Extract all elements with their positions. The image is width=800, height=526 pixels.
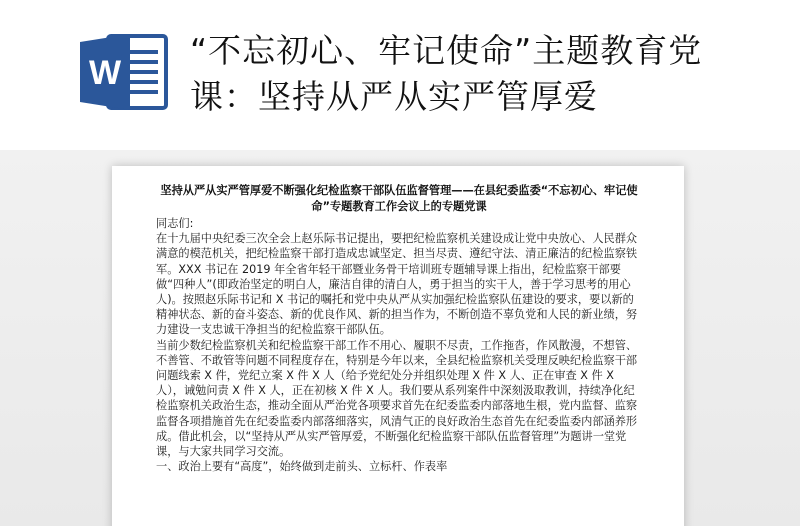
document-page (112, 166, 684, 526)
salutation: 同志们: (156, 217, 194, 230)
document-preview-area (0, 150, 800, 526)
word-document-icon (76, 30, 172, 114)
page-title: “不忘初心、牢记使命”主题教育党课：坚持从严从实严管厚爱 (190, 31, 703, 116)
document-body (156, 183, 642, 474)
document-title: 坚持从严从实严管厚爱不断强化纪检监察干部队伍监督管理——在县纪委监委“不忘初心、牢记使命”专题教育工作会议上的专题党课 (160, 184, 638, 213)
svg-text:W: W (88, 54, 122, 92)
paragraph: 在十九届中央纪委三次全会上赵乐际书记提出，要把纪检监察机关建设成让党中央放心、人民群众满意的模范机关，把纪检监察干部打造成忠诚坚定、担当尽责、遵纪守法、清正廉洁的纪检监察铁军。XXX 书记在 2019 年全省年轻干部暨业务骨干培训班专题辅导课上指出，纪检监察干部要做“四种人”(即政治坚定的明白人，廉洁自律的清白人，勇于担当的实干人，善于学习思考的用心人)。按照赵乐际书记和 X 书记的嘱托和党中央从严从实加强纪检监察队伍建设的要求，要以新的精神状态、新的奋斗姿态、新的优良作风、新的担当作为，不断创造不辜负党和人民的新业绩，努力建设一支忠诚干净担当的纪检监察干部队伍。 (156, 232, 638, 337)
paragraph: 当前少数纪检监察机关和纪检监察干部工作不用心、履职不尽责，工作拖沓，作风散漫，不想管、不善管、不敢管等问题不同程度存在，特别是今年以来，全县纪检监察机关受理反映纪检监察干部问题线索 X 件，党纪立案 X 件 X 人（给予党纪处分并组织处理 X 件 X 人、正在审查 X 件 X 人），诫勉问责 X 件 X 人，正在初核 X 件 X 人。我们要从系列案件中深刻汲取教训，持续净化纪检监察机关政治生态，推动全面从严治党各项要求首先在纪委监委内部落地生根，党内监督、监察监督各项措施首先在纪委监委内部落细落实，风清气正的良好政治生态首先在纪委监委内部涵养形成。借此机会，以“坚持从严从实严管厚爱，不断强化纪检监察干部队伍监督管理”为题讲一堂党课，与大家共同学习交流。 (156, 338, 638, 459)
section-heading: 一、政治上要有“高度”，始终做到走前头、立标杆、作表率 (156, 460, 448, 474)
page-header (0, 0, 800, 150)
